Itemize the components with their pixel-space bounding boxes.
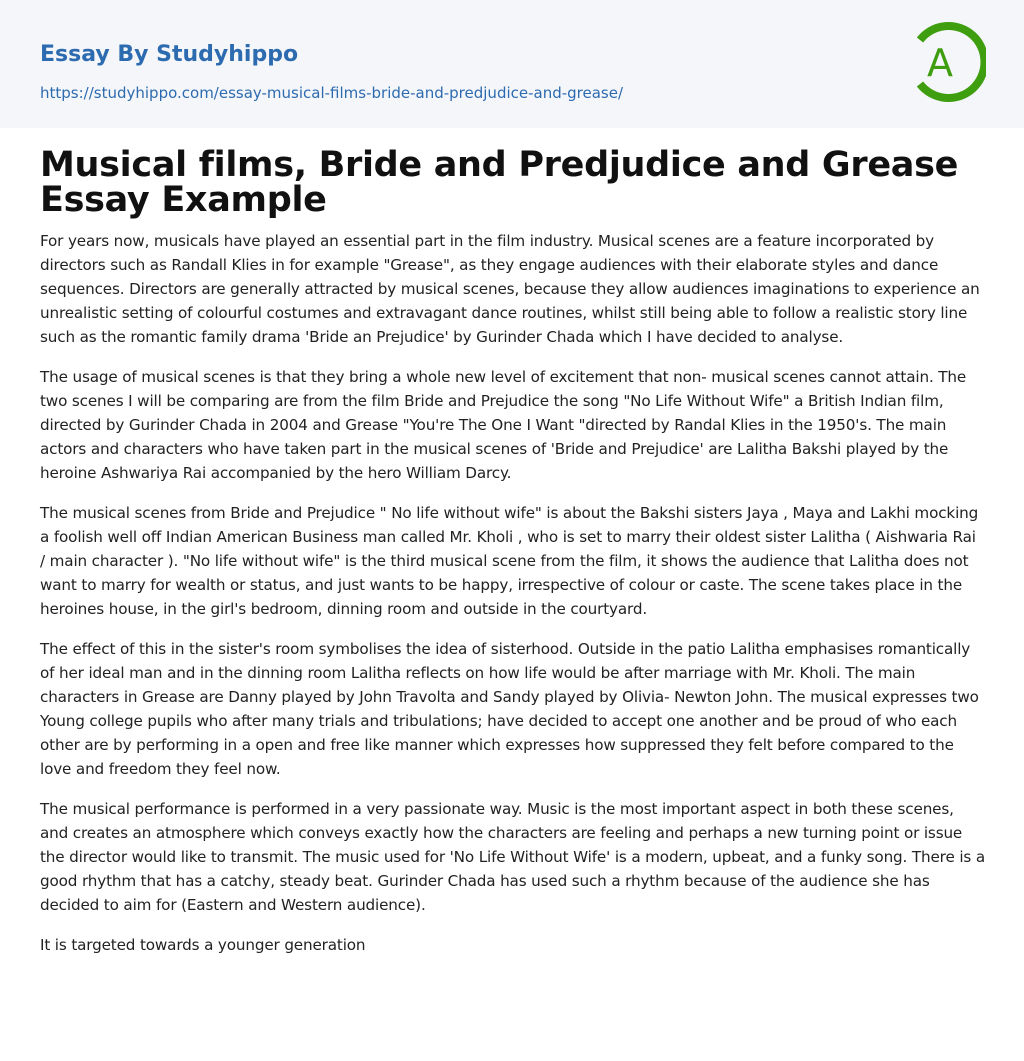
paragraph: The musical performance is performed in a very passionate way. Music is the most important aspect in both these scenes, and creates an atmosphere which conveys exactly how the characters are feeling and perhaps a new turning point or issue the director would like to transmit. The music used for 'No Life Without Wife' is a modern, upbeat, and a funky song. There is a good rhythm that has a catchy, steady beat. Gurinder Chada has used such a rhythm because of the audience she has decided to aim for (Eastern and Western audience). — [40, 800, 985, 914]
paragraph: For years now, musicals have played an essential part in the film industry. Musical scenes are a feature incorporated by directors such as Randall Klies in for example "Grease", as they engage audiences with their elaborate styles and dance sequences. Directors are generally attracted by musical scenes, because they allow audiences imaginations to experience an unrealistic setting of colourful costumes and extravagant dance routines, whilst still being able to follow a realistic story line such as the romantic family drama 'Bride an Prejudice' by Gurinder Chada which I have decided to analyse. — [40, 232, 980, 346]
page-title: Musical films, Bride and Predjudice and Grease Essay Example — [40, 145, 959, 220]
paragraph: The effect of this in the sister's room symbolises the idea of sisterhood. Outside in the patio Lalitha emphasises romantically of her ideal man and in the dinning room Lalitha reflects on how life would be after marriage with Mr. Kholi. The main characters in Grease are Danny played by John Travolta and Sandy played by Olivia- Newton John. The musical expresses two Young college pupils who after many trials and tribulations; have decided to accept one another and be proud of who each other are by performing in a open and free like manner which expresses how suppressed they felt before compared to the love and freedom they feel now. — [40, 640, 979, 778]
article-body — [40, 229, 985, 973]
page-url-link[interactable]: https://studyhippo.com/essay-musical-films-bride-and-predjudice-and-grease/ — [40, 84, 624, 102]
paragraph: The musical scenes from Bride and Prejudice " No life without wife" is about the Bakshi sisters Jaya , Maya and Lakhi mocking a foolish well off Indian American Business man called Mr. Kholi , who is set to marry their oldest sister Lalitha ( Aishwaria Rai / main character ). "No life without wife" is the third musical scene from the film, it shows the audience that Lalitha does not want to marry for wealth or status, and just wants to be happy, irrespective of colour or caste. The scene takes place in the heroines house, in the girl's bedroom, dinning room and outside in the courtyard. — [40, 504, 979, 618]
paragraph: It is targeted towards a younger generation — [40, 936, 366, 954]
paragraph: The usage of musical scenes is that they bring a whole new level of excitement that non- musical scenes cannot attain. The two scenes I will be comparing are from the film Bride and Prejudice the song "No Life Without Wife" a British Indian film, directed by Gurinder Chada in 2004 and Grease "You're The One I Want "directed by Randal Klies in the 1950's. The main actors and characters who have taken part in the musical scenes of 'Bride and Prejudice' are Lalitha Bakshi played by the heroine Ashwariya Rai accompanied by the hero William Darcy. — [40, 368, 967, 482]
brand-title[interactable]: Essay By Studyhippo — [40, 42, 299, 67]
logo-letter: A — [927, 41, 953, 85]
